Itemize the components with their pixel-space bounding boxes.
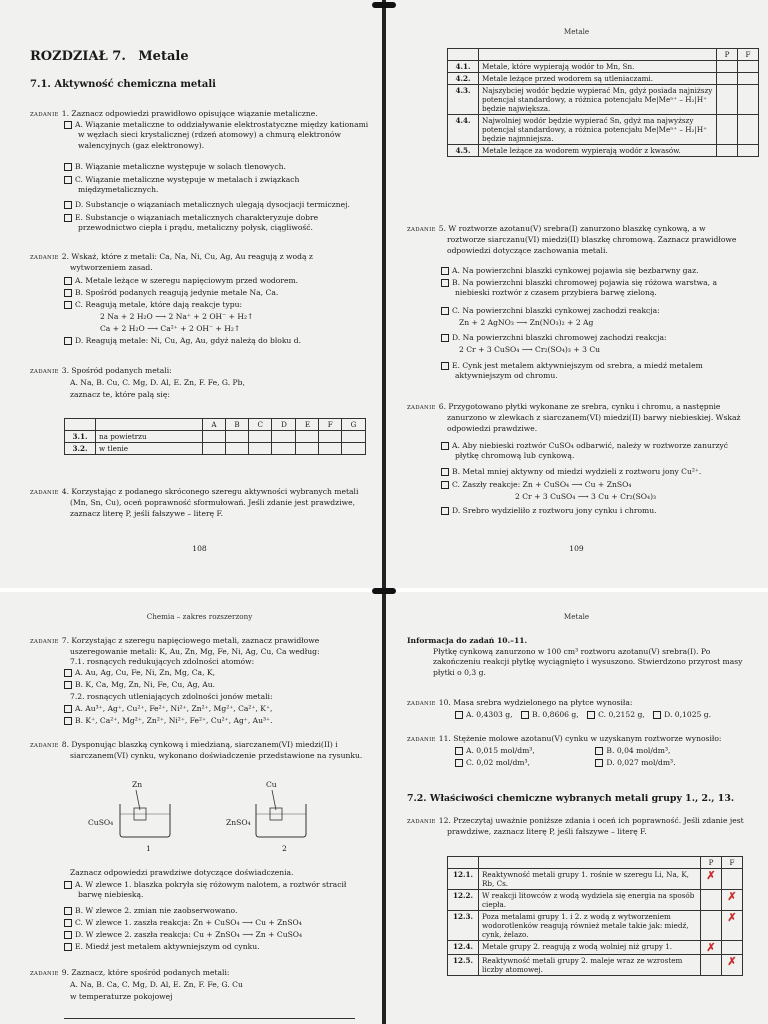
task-8-option-a[interactable]: A. W zlewce 1. blaszka pokryła się różowym nalotem, a roztwór stracił barwę niebieską.	[30, 880, 369, 901]
task-4-table: P F 4.1. Metale, które wypierają wodór to Mn, Sn. 4.2. Metale leżące przed wodorem są utleniaczami. 4.3. Najszybciej wodór będzie wypierać Mn, gdyż posiada najniższy potencjał standardowy, a różnica potencjału Me|Meⁿ⁺ – H₂|H⁺ będzie największa. 4.4. Najwolniej wodór będzie wypierać Sn, gdyż ma najwyższy potencjał standardowy, a różnica potencjału Me|Meⁿ⁺ – H₂|H⁺ będzie najmniejsza. 4.5. Metale leżące za wodorem wypierają wodór z kwasów.	[447, 48, 759, 157]
task-11-option-b[interactable]: B. 0,04 mol/dm³,	[595, 746, 670, 755]
task-2-option-c[interactable]: C. Reagują metale, które dają reakcje typu:	[30, 300, 369, 310]
table-row: 3.1. na powietrzu	[65, 431, 366, 443]
task-5-option-c[interactable]: C. Na powierzchni blaszki cynkowej zachodzi reakcja:	[407, 306, 746, 316]
binder-clip-icon	[372, 588, 396, 594]
table-row: 4.3. Najszybciej wodór będzie wypierać Mn, gdyż posiada najniższy potencjał standardowy, a różnica potencjału Me|Meⁿ⁺ – H₂|H⁺ będzie największa.	[448, 85, 759, 115]
page-109	[385, 0, 768, 588]
subtask-7-2: 7.2. rosnących utleniających zdolności jonów metali:	[70, 692, 273, 701]
task-6: ZADANIE 6. Przygotowano płytki wykonane ze srebra, cynku i chromu, a następnie zanurzono w zlewkach z siarczanem(VI) miedzi(II) barwy niebieskiej. Wskaż odpowiedzi prawdziwe.	[407, 402, 741, 433]
metals-list: A. Na, B. Ca, C. Mg, D. Al, E. Zn, F. Fe, G. Cu	[70, 980, 243, 989]
task-8-option-b[interactable]: B. W zlewce 2. zmian nie zaobserwowano.	[30, 906, 369, 916]
beaker-1-solution-label: CuSO₄	[88, 818, 114, 827]
checkbox[interactable]	[64, 163, 72, 171]
task-5-option-e[interactable]: E. Cynk jest metalem aktywniejszym od srebra, a miedź metalem aktywniejszym od chromu.	[407, 361, 746, 382]
task-11-option-d[interactable]: D. 0,027 mol/dm³.	[595, 758, 675, 767]
task-9: ZADANIE 9. Zaznacz, które spośród podanych metali:	[30, 968, 230, 977]
equation: Zn + 2 AgNO₃ ⟶ Zn(NO₃)₂ + 2 Ag	[459, 318, 594, 327]
table-row: 3.2. w tlenie	[65, 443, 366, 455]
table-row: 12.3. Poza metalami grupy 1. i 2. z wodą z wytworzeniem wodorotlenków reagują również metale takie jak: miedź, cynk, żelazo. ✗	[448, 911, 743, 941]
page-111	[385, 592, 768, 1024]
task-10-options	[407, 710, 746, 720]
task-6-option-a[interactable]: A. Aby niebieski roztwór CuSO₄ odbarwić, należy w roztworze zanurzyć płytkę chromową lub cynkową.	[407, 441, 746, 462]
task-10-option-b[interactable]: B. 0,8606 g,	[521, 710, 579, 719]
task-12-table: P F 12.1. Reaktywność metali grupy 1. rośnie w szeregu Li, Na, K, Rb, Cs. ✗ 12.2. W reakcji litowców z wodą wydziela się energia na sposób ciepła. ✗ 12.3. Poza metalami grupy 1. i 2. z wodą z wytworzeniem wodorotlenków reagują również metale takie jak: miedź, cynk, żelazo. ✗ 12.4. Metale grupy 2. reagują z wodą wolniej niż grupy 1. ✗ 12.5. Reaktywność metali grupy 2. maleje wraz ze wzrostem liczby atomowej. ✗	[447, 856, 743, 976]
task-1-option-e[interactable]: E. Substancje o wiązaniach metalicznych charakteryzuje dobre przewodnictwo ciepła i prądu, metaliczny połysk, ciągliwość.	[30, 213, 369, 234]
task-2-option-b[interactable]: B. Spośród podanych reagują jedynie metale Na, Ca.	[30, 288, 369, 298]
task-8-option-e[interactable]: E. Miedź jest metalem aktywniejszym od cynku.	[30, 942, 369, 952]
beaker-2-number: 2	[282, 844, 287, 853]
table-row: 12.2. W reakcji litowców z wodą wydziela się energia na sposób ciepła. ✗	[448, 890, 743, 911]
task-11-option-c[interactable]: C. 0,02 mol/dm³,	[455, 758, 593, 768]
table-row: 12.5. Reaktywność metali grupy 2. maleje wraz ze wzrostem liczby atomowej. ✗	[448, 955, 743, 976]
table-row: 12.1. Reaktywność metali grupy 1. rośnie w szeregu Li, Na, K, Rb, Cs. ✗	[448, 869, 743, 890]
running-header: Metale	[563, 27, 590, 36]
task-10-option-d[interactable]: D. 0,1025 g.	[653, 710, 711, 719]
equation: 2 Na + 2 H₂O ⟶ 2 Na⁺ + 2 OH⁻ + H₂↑	[100, 312, 254, 321]
task-2-option-a[interactable]: A. Metale leżące w szeregu napięciowym przed wodorem.	[30, 276, 369, 286]
task-11: ZADANIE 11. Stężenie molowe azotanu(V) cynku w uzyskanym roztworze wynosiło:	[407, 734, 722, 743]
task-7: ZADANIE 7. Korzystając z szeregu napięciowego metali, zaznacz prawidłowe uszeregowanie metali: K, Au, Zn, Mg, Fe, Ni, Ag, Cu, Ca według:	[30, 636, 320, 657]
check-mark-icon[interactable]: ✗	[722, 955, 743, 976]
task-5: ZADANIE 5. W roztworze azotanu(V) srebra(I) zanurzono blaszkę cynkową, a w roztworze siarczanu(VI) miedzi(II) blaszkę chromową. Zaznacz prawidłowe odpowiedzi dotyczące zachowania metali.	[407, 224, 737, 255]
task-10-option-a[interactable]: A. 0,4303 g,	[455, 710, 513, 719]
task-3-table: A B C D E F G 3.1. na powietrzu 3.2. w tlenie	[64, 418, 366, 455]
checkbox[interactable]	[64, 201, 72, 209]
task-1-option-d[interactable]: D. Substancje o wiązaniach metalicznych ulegają dysocjacji termicznej.	[30, 200, 369, 210]
beaker-1-number: 1	[146, 844, 151, 853]
running-header: Chemia – zakres rozszerzony	[146, 612, 253, 621]
task-7-2-option-a[interactable]: A. Au³⁺, Ag⁺, Cu²⁺, Fe²⁺, Ni²⁺, Zn²⁺, Mg²⁺, Ca²⁺, K⁺,	[30, 704, 369, 714]
binder-clip-icon	[372, 2, 396, 8]
task-2-option-d[interactable]: D. Reagują metale: Ni, Cu, Ag, Au, gdyż należą do bloku d.	[30, 336, 369, 346]
check-mark-icon[interactable]: ✗	[722, 890, 743, 911]
beaker-2-solution-label: ZnSO₄	[226, 818, 251, 827]
page-108	[0, 0, 383, 588]
task-1-option-c[interactable]: C. Wiązanie metaliczne występuje w metalach i związkach międzymetalicznych.	[30, 175, 369, 196]
chapter-number: ROZDZIAŁ 7.	[30, 49, 126, 64]
table-edge	[64, 1018, 355, 1024]
beaker-1-icon	[120, 790, 170, 837]
task-7-2-option-b[interactable]: B. K⁺, Ca²⁺, Mg²⁺, Zn²⁺, Ni²⁺, Fe²⁺, Cu²⁺, Ag⁺, Au³⁺.	[30, 716, 369, 726]
task-9-instruction: w temperaturze pokojowej	[70, 992, 173, 1001]
task-5-option-b[interactable]: B. Na powierzchni blaszki chromowej pojawia się różowa warstwa, a niebieski roztwór z czasem przybiera barwę zieloną.	[407, 278, 746, 299]
task-3-instruction: zaznacz te, które palą się:	[70, 390, 170, 399]
page-110	[0, 592, 383, 1024]
equation: 2 Cr + 3 CuSO₄ ⟶ 3 Cu + Cr₂(SO₄)₃	[515, 492, 657, 501]
checkbox[interactable]	[64, 121, 72, 129]
task-2: ZADANIE 2. Wskaż, które z metali: Ca, Na, Ni, Cu, Ag, Au reagują z wodą z wytworzeniem zasad.	[30, 252, 313, 273]
table-row: 4.1. Metale, które wypierają wodór to Mn, Sn.	[448, 61, 759, 73]
task-8-option-c[interactable]: C. W zlewce 1. zaszła reakcja: Zn + CuSO₄ ⟶ Cu + ZnSO₄	[30, 918, 369, 928]
task-4: ZADANIE 4. Korzystając z podanego skróconego szeregu aktywności wybranych metali (Mn, Sn, Cu), oceń poprawność sformułowań. Jeśli zdanie jest prawdziwe, zaznacz literę P, jeśli fałszywe – literę F.	[30, 487, 359, 518]
metals-list: A. Na, B. Cu, C. Mg, D. Al, E. Zn, F. Fe, G. Pb,	[70, 378, 245, 387]
task-8-instruction: Zaznacz odpowiedzi prawdziwe dotyczące doświadczenia.	[70, 868, 294, 877]
check-mark-icon[interactable]: ✗	[701, 941, 722, 955]
task-5-option-d[interactable]: D. Na powierzchni blaszki chromowej zachodzi reakcja:	[407, 333, 746, 343]
section-title: 7.2. Właściwości chemiczne wybranych metali grupy 1., 2., 13.	[407, 793, 735, 804]
task-10: ZADANIE 10. Masa srebra wydzielonego na płytce wynosiła:	[407, 698, 633, 707]
chapter-title: Metale	[138, 49, 189, 64]
subtask-7-1: 7.1. rosnących redukujących zdolności atomów:	[70, 657, 255, 666]
beaker-2-metal-label: Cu	[266, 780, 277, 789]
task-8-option-d[interactable]: D. W zlewce 2. zaszła reakcja: Cu + ZnSO₄ ⟶ Zn + CuSO₄	[30, 930, 369, 940]
equation: 2 Cr + 3 CuSO₄ ⟶ Cr₂(SO₄)₃ + 3 Cu	[459, 345, 601, 354]
table-row: 4.2. Metale leżące przed wodorem są utleniaczami.	[448, 73, 759, 85]
section-title: 7.1. Aktywność chemiczna metali	[30, 79, 216, 90]
check-mark-icon[interactable]: ✗	[722, 911, 743, 941]
table-row: 4.5. Metale leżące za wodorem wypierają wodór z kwasów.	[448, 145, 759, 157]
task-7-1-option-a[interactable]: A. Au, Ag, Cu, Fe, Ni, Zn, Mg, Ca, K,	[30, 668, 369, 678]
task-6-option-b[interactable]: B. Metal mniej aktywny od miedzi wydzieli z roztworu jony Cu²⁺.	[407, 467, 746, 477]
task-5-option-a[interactable]: A. Na powierzchni blaszki cynkowej pojawia się bezbarwny gaz.	[407, 266, 746, 276]
table-row: 12.4. Metale grupy 2. reagują z wodą wolniej niż grupy 1. ✗	[448, 941, 743, 955]
task-11-option-a[interactable]: A. 0,015 mol/dm³,	[455, 746, 593, 756]
task-6-option-d[interactable]: D. Srebro wydzieliło z roztworu jony cynku i chromu.	[407, 506, 746, 516]
equation: Ca + 2 H₂O ⟶ Ca²⁺ + 2 OH⁻ + H₂↑	[100, 324, 241, 333]
check-mark-icon[interactable]: ✗	[701, 869, 722, 890]
page-number: 108	[192, 544, 207, 553]
beakers-diagram	[110, 790, 330, 840]
beaker-1-metal-label: Zn	[132, 780, 143, 789]
task-7-1-option-b[interactable]: B. K, Ca, Mg, Zn, Ni, Fe, Cu, Ag, Au.	[30, 680, 369, 690]
page-number: 109	[569, 544, 584, 553]
checkbox[interactable]	[64, 176, 72, 184]
task-8: ZADANIE 8. Dysponując blaszką cynkową i miedzianą, siarczanem(VI) miedzi(II) i siarczanem(VI) cynku, wykonano doświadczenie przedstawione na rysunku.	[30, 740, 363, 761]
book-spine	[382, 0, 386, 1024]
info-text: Płytkę cynkową zanurzono w 100 cm³ roztworu azotanu(V) srebra(I). Po zakończeniu reakcji płytkę wyciągnięto i wysuszono. Stwierdzono przyrost masy płytki o 0,3 g.	[433, 647, 743, 677]
task-1: ZADANIE 1. Zaznacz odpowiedzi prawidłowo opisujące wiązanie metaliczne.	[30, 109, 318, 118]
info-title: Informacja do zadań 10.–11.	[407, 636, 528, 645]
chapter-heading	[30, 49, 369, 64]
checkbox[interactable]	[64, 214, 72, 222]
task-10-option-c[interactable]: C. 0,2152 g,	[587, 710, 645, 719]
task-12: ZADANIE 12. Przeczytaj uważnie poniższe zdania i oceń ich poprawność. Jeśli zdanie jest prawdziwe, zaznacz literę P, jeśli fałszywe – literę F.	[407, 816, 744, 837]
beaker-2-icon	[256, 790, 306, 837]
task-1-option-a[interactable]: A. Wiązanie metaliczne to oddziaływanie elektrostatyczne między kationami w węzłach sieci krystalicznej (rdzeń atomowy) a chmurą elektronów walencyjnych (gaz elektronowy).	[30, 120, 369, 151]
running-header: Metale	[563, 612, 590, 621]
task-3: ZADANIE 3. Spośród podanych metali:	[30, 366, 172, 375]
table-row: 4.4. Najwolniej wodór będzie wypierać Sn, gdyż ma najwyższy potencjał standardowy, a różnica potencjału Me|Meⁿ⁺ – H₂|H⁺ będzie najmniejsza.	[448, 115, 759, 145]
task-1-option-b[interactable]: B. Wiązanie metaliczne występuje w solach tlenowych.	[30, 162, 369, 172]
task-6-option-c[interactable]: C. Zaszły reakcje: Zn + CuSO₄ ⟶ Cu + ZnSO₄	[407, 480, 746, 490]
